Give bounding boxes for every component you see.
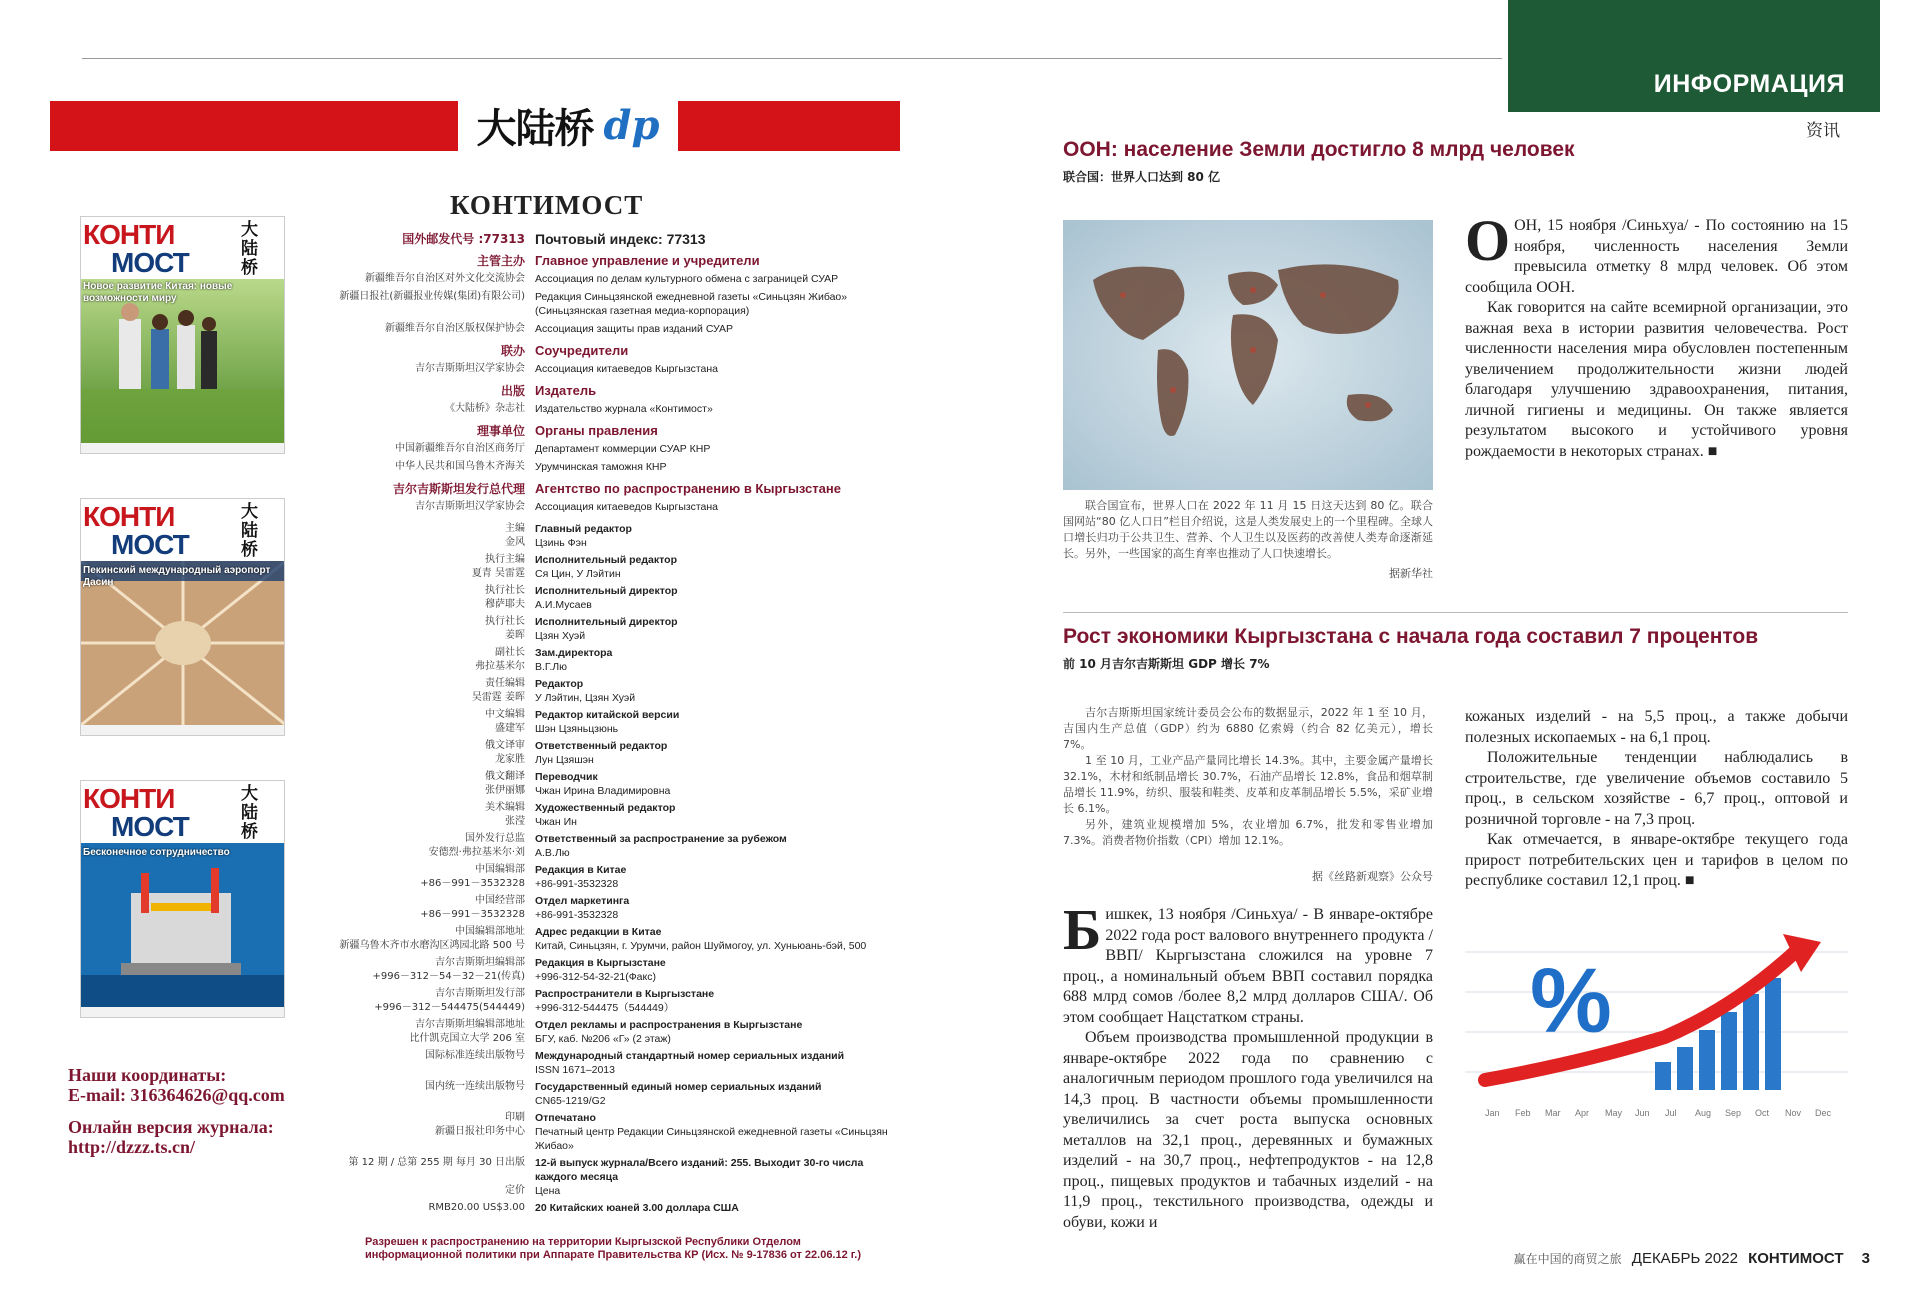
staff-ru: У Лэйтин, Цзян Хуэй [535, 692, 636, 704]
staff-cn: 穆萨耶夫 [485, 599, 525, 610]
imprint-ru: Редакция Синьцзянской ежедневной газеты «Синьцзян Жибао» (Синьцзянская газетная медиа-корпорация) [535, 291, 848, 317]
staff-row [300, 722, 900, 736]
cover-photo-platform [81, 843, 285, 1007]
article2-source-cn: 据《丝路新观察》公众号 [1312, 870, 1433, 883]
staff-cn: 美术编辑 [485, 802, 525, 813]
staff-list [300, 522, 900, 1215]
staff-row [300, 584, 900, 598]
imprint-cn: 新疆维吾尔自治区版权保护协会 [385, 323, 525, 334]
imprint-cn: 吉尔吉斯斯坦汉学家协会 [415, 363, 525, 374]
staff-cn: 张伊丽娜 [485, 785, 525, 796]
staff-ru: В.Г.Лю [535, 661, 568, 673]
staff-cn: 国际标准连续出版物号 [425, 1050, 525, 1061]
chart-month-label: Jun [1635, 1108, 1650, 1118]
imprint-row-board [300, 424, 900, 438]
staff-row [300, 1125, 900, 1153]
staff-ru: Редакция в Кыргызстане [535, 957, 666, 969]
cover-title-ru-1: КОНТИ [83, 501, 175, 532]
staff-row [300, 1063, 900, 1077]
article1-caption-cn: 联合国宣布，世界人口在 2022 年 11 月 15 日这天达到 80 亿。联合国网站“80 亿人口日”栏目介绍说，这是人类发展史上的一个里程碑。全球人口增长归功于公共卫生、营养、个人卫生以及医药的改善使人类寿命逐渐延长。另外，一些国家的高生育率也推动了人口快速增长。 [1063, 499, 1433, 560]
staff-row [300, 1001, 900, 1015]
staff-row [300, 629, 900, 643]
staff-ru: +996-312-54-32-21(Факс) [535, 971, 656, 983]
imprint-cn: 国外邮发代号 :77313 [402, 232, 525, 246]
staff-row [300, 615, 900, 629]
staff-cn: 吉尔吉斯斯坦发行部 [435, 988, 525, 999]
article2-p5: Как отмечается, в январе-октябре текущего года прирост потребительских цен и тарифов в целом по республике составил 12,1 проц. ■ [1465, 831, 1848, 889]
staff-ru: Редактор [535, 678, 584, 690]
article2-p3: кожаных изделий - на 5,5 проц., а также добычи полезных ископаемых - на 6,1 проц. [1465, 708, 1848, 746]
staff-ru: Государственный единый номер сериальных изданий [535, 1081, 822, 1093]
cover-strap: Пекинский международный аэропорт Дасин [83, 565, 271, 588]
imprint-ru: Ассоциация защиты прав изданий СУАР [535, 323, 734, 335]
imprint-row-cofounders [300, 344, 900, 358]
online-version-link[interactable]: http://dzzz.ts.cn/ [68, 1137, 195, 1157]
staff-row [300, 939, 900, 953]
chart-month-label: Aug [1695, 1108, 1712, 1118]
article2-title: Рост экономики Кыргызстана с начала года составил 7 процентов [1063, 625, 1759, 648]
article1-title: ООН: население Земли достигло 8 млрд человек [1063, 138, 1575, 161]
staff-row [300, 708, 900, 722]
staff-ru: Чжан Ирина Владимировна [535, 785, 671, 797]
imprint-cn: 中国新疆维吾尔自治区商务厅 [395, 443, 525, 454]
footer-issue: ДЕКАБРЬ 2022 [1631, 1250, 1738, 1267]
imprint-row [300, 460, 900, 474]
staff-cn: 中国编辑部地址 [455, 926, 525, 937]
article2-cn-p2: 1 至 10 月，工业产品产量同比增长 14.3%。其中，主要金属产量增长 32.1%，木材和纸制品增长 30.7%，石油产品增长 12.8%，食品和烟草制品增长 11.9%，纺织、服装和鞋类、皮革和皮革制品增长 5.5%，采矿业增长 6.1%。 [1063, 754, 1433, 815]
world-map-crowd-image [1063, 220, 1433, 490]
growth-chart-illustration [1465, 912, 1848, 1124]
staff-row [300, 677, 900, 691]
staff-row [300, 908, 900, 922]
cover-thumbnail-3 [80, 780, 285, 1018]
article-divider [1063, 612, 1848, 613]
cover-footer [81, 1007, 285, 1018]
imprint-row [300, 442, 900, 456]
imprint-ru: Департамент коммерции СУАР КНР [535, 443, 711, 455]
staff-ru: Цена [535, 1185, 561, 1197]
staff-row [300, 987, 900, 1001]
staff-cn: 执行社长 [485, 585, 525, 596]
staff-cn: 姜晖 [505, 630, 525, 641]
chart-month-label: Apr [1575, 1108, 1590, 1118]
contacts-email[interactable]: E-mail: 316364626@qq.com [68, 1085, 285, 1105]
staff-ru: ISSN 1671–2013 [535, 1064, 615, 1076]
staff-cn: +996－312－544475(544449) [374, 1002, 525, 1013]
staff-ru: А.В.Лю [535, 847, 570, 859]
staff-row [300, 770, 900, 784]
cover-thumbnail-2 [80, 498, 285, 736]
chart-month-label: Oct [1755, 1108, 1770, 1118]
staff-cn: 盛建军 [495, 723, 525, 734]
staff-cn: 中国编辑部 [475, 864, 525, 875]
staff-ru: Художественный редактор [535, 802, 676, 814]
page-footer [1490, 1250, 1870, 1267]
staff-ru: +86-991-3532328 [535, 878, 619, 890]
article1-p1: ОН, 15 ноября /Синьхуа/ - По состоянию на 15 ноября, численность населения Земли превысила отметку 8 млрд человек. Об этом сообщила ООН. [1465, 217, 1848, 296]
article2-body-left [1063, 897, 1433, 1233]
staff-row [300, 832, 900, 846]
staff-cn: +996－312－54－32－21(传真) [372, 971, 525, 982]
cover-title-ru-1: КОНТИ [83, 783, 175, 814]
imprint-ru: Соучредители [535, 343, 629, 358]
article2-title-cn: 前 10 月吉尔吉斯斯坦 GDP 增长 7% [1063, 657, 1270, 671]
staff-cn: 比什凯克国立大学 206 室 [409, 1033, 525, 1044]
staff-row [300, 863, 900, 877]
footer-magazine: КОНТИМОСТ [1748, 1250, 1844, 1267]
cover-thumbnail-1 [80, 216, 285, 454]
staff-row [300, 784, 900, 798]
cover-title-ru-2: МОСТ [111, 529, 189, 560]
imprint-cn: 联办 [500, 344, 525, 358]
staff-ru: Чжан Ин [535, 816, 577, 828]
contacts-heading: Наши координаты: [68, 1065, 227, 1085]
staff-ru: Главный редактор [535, 523, 632, 535]
staff-ru: Исполнительный редактор [535, 554, 677, 566]
imprint-ru: Ассоциация китаеведов Кыргызстана [535, 501, 719, 513]
staff-row [300, 567, 900, 581]
staff-row [300, 553, 900, 567]
imprint-cn: 新疆维吾尔自治区对外文化交流协会 [365, 273, 525, 284]
staff-cn: RMB20.00 US$3.00 [428, 1202, 525, 1213]
staff-cn: 责任编辑 [485, 678, 525, 689]
staff-row [300, 536, 900, 550]
staff-row [300, 1184, 900, 1198]
staff-row [300, 522, 900, 536]
imprint-cn: 主管主办 [476, 254, 525, 268]
footer-cn-slogan: 赢在中国的商贸之旅 [1513, 1252, 1622, 1266]
staff-ru: Международный стандартный номер сериальных изданий [535, 1050, 845, 1062]
cover-title-ru-2: МОСТ [111, 247, 189, 278]
article1-body [1465, 208, 1848, 462]
imprint-cn: 吉尔吉斯斯坦汉学家协会 [415, 501, 525, 512]
imprint-ru: Агентство по распространению в Кыргызстане [535, 481, 841, 496]
cover-strap: Бесконечное сотрудничество [83, 847, 230, 858]
staff-cn: 金风 [505, 537, 525, 548]
imprint-ru: Издательство журнала «Контимост» [535, 403, 713, 415]
staff-cn: +86－991－3532328 [420, 878, 525, 889]
contacts-block [68, 1065, 285, 1157]
staff-row [300, 801, 900, 815]
staff-ru: Цзинь Фэн [535, 537, 587, 549]
staff-row [300, 815, 900, 829]
article1-dropcap: О [1465, 208, 1511, 273]
staff-ru: +996-312-544475（544449） [535, 1002, 675, 1014]
staff-ru: Шэн Цзяньцзюнь [535, 723, 619, 735]
staff-row [300, 1201, 900, 1215]
chart-month-label: Mar [1545, 1108, 1561, 1118]
staff-cn: 吉尔吉斯斯坦编辑部 [435, 957, 525, 968]
article2-body-right [1465, 707, 1848, 892]
chart-month-label: Nov [1785, 1108, 1802, 1118]
article1-title-cn: 联合国：世界人口达到 80 亿 [1063, 170, 1221, 184]
chart-month-label: Jan [1485, 1108, 1500, 1118]
staff-ru: Отдел маркетинга [535, 895, 630, 907]
staff-row [300, 598, 900, 612]
staff-row [300, 1018, 900, 1032]
staff-row [300, 877, 900, 891]
page-number: 3 [1861, 1250, 1870, 1267]
online-version-label: Онлайн версия журнала: [68, 1117, 274, 1137]
imprint-ru: Ассоциация по делам культурного обмена с заграницей СУАР [535, 273, 839, 285]
article2-cn-p1: 吉尔吉斯斯坦国家统计委员会公布的数据显示，2022 年 1 至 10 月，吉国内生产总值（GDP）约为 6880 亿索姆（约合 82 亿美元），增长 7%。 [1063, 706, 1433, 751]
imprint-cn: 出版 [500, 384, 525, 398]
staff-row [300, 1156, 900, 1184]
staff-row [300, 691, 900, 705]
staff-ru: Ответственный редактор [535, 740, 668, 752]
staff-cn: 龙家胜 [495, 754, 525, 765]
imprint-cn: 吉尔吉斯斯坦发行总代理 [392, 482, 525, 496]
imprint-ru: Почтовый индекс: 77313 [535, 231, 706, 247]
imprint-ru: Главное управление и учредители [535, 253, 760, 268]
imprint-row [300, 322, 900, 336]
staff-row [300, 1049, 900, 1063]
cover-title-cn: 大陆桥 [241, 502, 258, 560]
logo-cn-text: 大陆桥 [476, 105, 594, 152]
logo-dp-mark: dp [603, 101, 660, 149]
imprint-row [300, 362, 900, 376]
imprint-row [300, 402, 900, 416]
imprint-row [300, 500, 900, 514]
imprint-row [300, 290, 900, 318]
imprint-table [300, 232, 900, 1215]
staff-row [300, 646, 900, 660]
staff-ru: +86-991-3532328 [535, 909, 619, 921]
staff-ru: Лун Цзяшэн [535, 754, 594, 766]
staff-cn: +86－991－3532328 [420, 909, 525, 920]
staff-cn: 副社长 [495, 647, 525, 658]
article2-dropcap: Б [1063, 897, 1102, 962]
staff-row [300, 970, 900, 984]
staff-row [300, 956, 900, 970]
cover-footer [81, 725, 285, 736]
staff-ru: 12-й выпуск журнала/Всего изданий: 255. Выходит 30-го числа каждого месяца [535, 1157, 864, 1183]
staff-row [300, 1111, 900, 1125]
imprint-ru: Издатель [535, 383, 597, 398]
staff-cn: 新疆乌鲁木齐市水磨沟区鸿园北路 500 号 [339, 940, 525, 951]
percent-symbol-icon: % [1530, 950, 1612, 1052]
staff-cn: 定价 [505, 1185, 525, 1196]
staff-cn: 第 12 期 / 总第 255 期 每月 30 日出版 [348, 1157, 525, 1168]
staff-ru: Адрес редакции в Китае [535, 926, 662, 938]
staff-ru: Отдел рекламы и распространения в Кыргызстане [535, 1019, 803, 1031]
staff-row [300, 753, 900, 767]
staff-row [300, 660, 900, 674]
imprint-cn: 中华人民共和国乌鲁木齐海关 [395, 461, 525, 472]
imprint-row-agency [300, 482, 900, 496]
staff-row [300, 1094, 900, 1108]
cover-title-ru-2: МОСТ [111, 811, 189, 842]
staff-row [300, 1032, 900, 1046]
staff-ru: CN65-1219/G2 [535, 1095, 606, 1107]
imprint-ru: Урумчинская таможня КНР [535, 461, 667, 473]
article1-p2: Как говорится на сайте всемирной организации, это важная веха в истории развития человечества. Рост численности населения мира обусловлен постепенным увеличением продолжительности жизни людей благодаря улучшению здравоохранения, питания, личной гигиены и медицины. Он также является результатом высокого и устойчивого уровня рождаемости в некоторых странах. ■ [1465, 299, 1848, 460]
staff-ru: Ся Цин, У Лэйтин [535, 568, 621, 580]
imprint-row-postal [300, 232, 900, 246]
imprint-cn: 《大陆桥》杂志社 [445, 403, 525, 414]
cover-strap: Новое развитие Китая: новые возможности миру [83, 281, 233, 304]
chart-month-label: Jul [1665, 1108, 1677, 1118]
staff-ru: Отпечатано [535, 1112, 596, 1124]
article2-p1: ишкек, 13 ноября /Синьхуа/ - В январе-октябре 2022 года рост валового внутреннего продукта /ВВП/ Кыргызстана сложился на уровне 7 проц., а номинальный объем ВВП составил порядка 688 млрд сомов /более 8,2 млрд долларов США/. Об этом сообщает Нацстатком страны. [1063, 906, 1433, 1026]
staff-ru: Распространители в Кыргызстане [535, 988, 715, 1000]
staff-row [300, 925, 900, 939]
imprint-row-publisher [300, 384, 900, 398]
imprint-ru: Органы правления [535, 423, 658, 438]
chart-month-label: Dec [1815, 1108, 1832, 1118]
section-title-cn: 资讯 [1806, 121, 1840, 141]
staff-row [300, 739, 900, 753]
staff-cn [300, 1094, 535, 1108]
section-title: ИНФОРМАЦИЯ [1653, 70, 1845, 98]
imprint-row [300, 272, 900, 286]
staff-ru: Исполнительный директор [535, 585, 678, 597]
chart-month-label: Sep [1725, 1108, 1742, 1118]
imprint-cn: 新疆日报社(新疆报业传媒(集团)有限公司) [339, 291, 525, 302]
staff-cn: 安德烈·弗拉基米尔·刘 [428, 847, 525, 858]
cover-title-cn: 大陆桥 [241, 220, 258, 278]
chart-month-label: May [1605, 1108, 1623, 1118]
staff-cn: 主编 [505, 523, 525, 534]
magazine-logo [458, 95, 678, 155]
article2-cn-text [1063, 705, 1433, 849]
staff-cn: 张滢 [505, 816, 525, 827]
staff-ru: А.И.Мусаев [535, 599, 592, 611]
staff-ru: Переводчик [535, 771, 598, 783]
article2-p2: Объем производства промышленной продукции в январе-октябре 2022 года по сравнению с аналогичным периодом прошлого года увеличился на 14,3 проц. В частности объемы промышленности увеличились за счет роста выпуска основных металлов на 32,1 проц., деревянных и бумажных изделий - на 30,7 проц., нефтепродуктов - на 12,8 проц., пищевых продуктов и табачных изделий - на 11,9 проц., текстильного производства, одежды и обуви, кожи и [1063, 1029, 1433, 1231]
article1-source-cn: 据新华社 [1389, 567, 1433, 580]
staff-ru: Цзян Хуэй [535, 630, 586, 642]
staff-ru: Ответственный за распространение за рубежом [535, 833, 787, 845]
imprint-ru: Ассоциация китаеведов Кыргызстана [535, 363, 719, 375]
staff-cn: 夏青 吴雷霆 [471, 568, 525, 579]
staff-cn: 国外发行总监 [465, 833, 525, 844]
staff-row [300, 894, 900, 908]
staff-cn: 执行主编 [485, 554, 525, 565]
cover-title-cn: 大陆桥 [241, 784, 258, 842]
masthead-title: КОНТИМОСТ [450, 190, 644, 220]
staff-ru: Печатный центр Редакции Синьцзянской ежедневной газеты «Синьцзян Жибао» [535, 1126, 888, 1152]
staff-cn: 印刷 [505, 1112, 525, 1123]
staff-ru: Исполнительный директор [535, 616, 678, 628]
article2-cn-p3: 另外，建筑业规模增加 5%，农业增加 6.7%，批发和零售业增加 7.3%。消费者物价指数（CPI）增加 12.1%。 [1063, 818, 1433, 847]
staff-cn: 俄文翻译 [485, 771, 525, 782]
article2-p4: Положительные тенденции наблюдались в строительстве, где увеличение объемов составило 5 проц., в сельском хозяйстве - 6,7 проц., оптовой и розничной торговле - на 7,3 проц. [1465, 749, 1848, 828]
staff-ru: Редактор китайской версии [535, 709, 680, 721]
staff-cn: 中国经营部 [475, 895, 525, 906]
imprint-cn: 理事单位 [476, 424, 525, 438]
staff-ru: 20 Китайских юаней 3.00 доллара США [535, 1202, 739, 1214]
cover-title-ru-1: КОНТИ [83, 219, 175, 250]
staff-ru: Зам.директора [535, 647, 613, 659]
staff-ru: Китай, Синьцзян, г. Урумчи, район Шуймогоу, ул. Хуньюань-бэй, 500 [535, 940, 867, 952]
staff-cn: 吉尔吉斯斯坦编辑部地址 [415, 1019, 525, 1030]
staff-cn: 吴雷霆 姜晖 [471, 692, 525, 703]
staff-row [300, 846, 900, 860]
staff-cn: 国内统一连续出版物号 [425, 1081, 525, 1092]
staff-cn: 中文编辑 [485, 709, 525, 720]
staff-ru: Редакция в Китае [535, 864, 627, 876]
distribution-permit: Разрешен к распространению на территории Кыргызской Республики Отделом информационной политики при Аппарате Правительства КР (Исх. № 9-17836 от 22.06.12 г.) [365, 1236, 862, 1261]
staff-row [300, 1080, 900, 1094]
cover-footer [81, 443, 285, 454]
top-rule [82, 58, 1502, 59]
staff-ru: БГУ, каб. №206 «Г» (2 этаж) [535, 1033, 671, 1045]
staff-cn: 俄文译审 [485, 740, 525, 751]
staff-cn [300, 1063, 535, 1077]
staff-cn: 弗拉基米尔 [475, 661, 525, 672]
chart-month-label: Feb [1515, 1108, 1531, 1118]
imprint-row-founders [300, 254, 900, 268]
staff-cn: 执行社长 [485, 616, 525, 627]
staff-cn: 新疆日报社印务中心 [435, 1126, 525, 1137]
